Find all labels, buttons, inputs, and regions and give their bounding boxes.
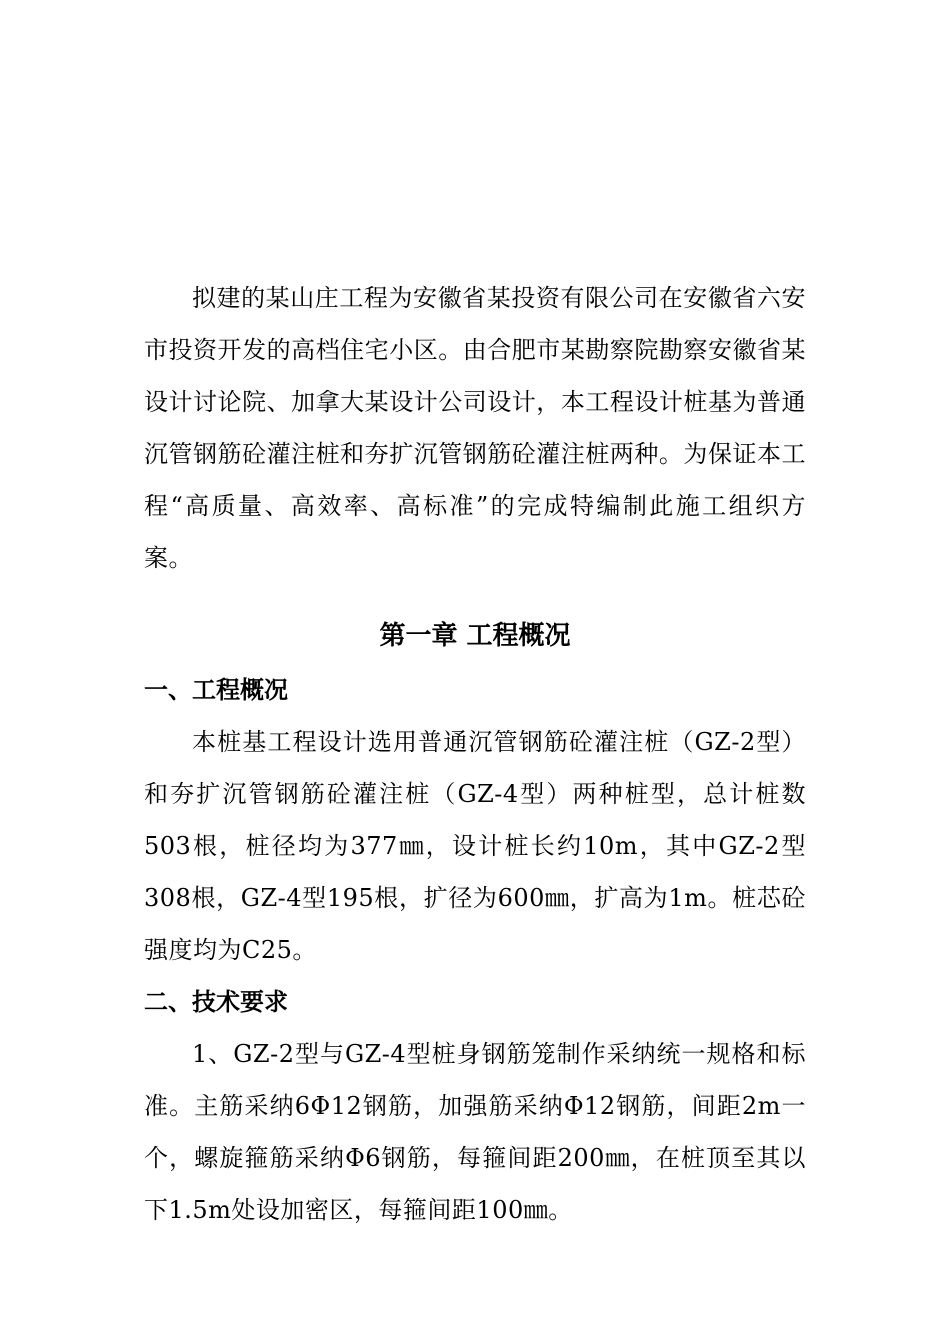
overview-paragraph: 本桩基工程设计选用普通沉管钢筋砼灌注桩（GZ-2型）和夯扩沉管钢筋砼灌注桩（GZ-4型）两种桩型，总计桩数503根，桩径均为377㎜，设计桩长约10m，其中GZ-2型308根，GZ-4型195根，扩径为600㎜，扩高为1m。桩芯砼强度均为C25。: [144, 728, 806, 964]
chapter-title: 第一章 工程概况: [379, 621, 571, 651]
section-title-technical-requirements: 二、技术要求: [144, 988, 288, 1016]
section-title-overview: 一、工程概况: [144, 676, 288, 704]
technical-requirements-paragraph: 1、GZ-2型与GZ-4型桩身钢筋笼制作采纳统一规格和标准。主筋采纳6Φ12钢筋，加强筋采纳Φ12钢筋，间距2m一个，螺旋箍筋采纳Φ6钢筋，每箍间距200㎜，在桩顶至其以下1.5m处设加密区，每箍间距100㎜。: [144, 1040, 806, 1224]
intro-paragraph: 拟建的某山庄工程为安徽省某投资有限公司在安徽省六安市投资开发的高档住宅小区。由合肥市某勘察院勘察安徽省某设计讨论院、加拿大某设计公司设计，本工程设计桩基为普通沉管钢筋砼灌注桩和夯扩沉管钢筋砼灌注桩两种。为保证本工程“高质量、高效率、高标准”的完成特编制此施工组织方案。: [144, 284, 806, 572]
document-page: [144, 272, 806, 1236]
